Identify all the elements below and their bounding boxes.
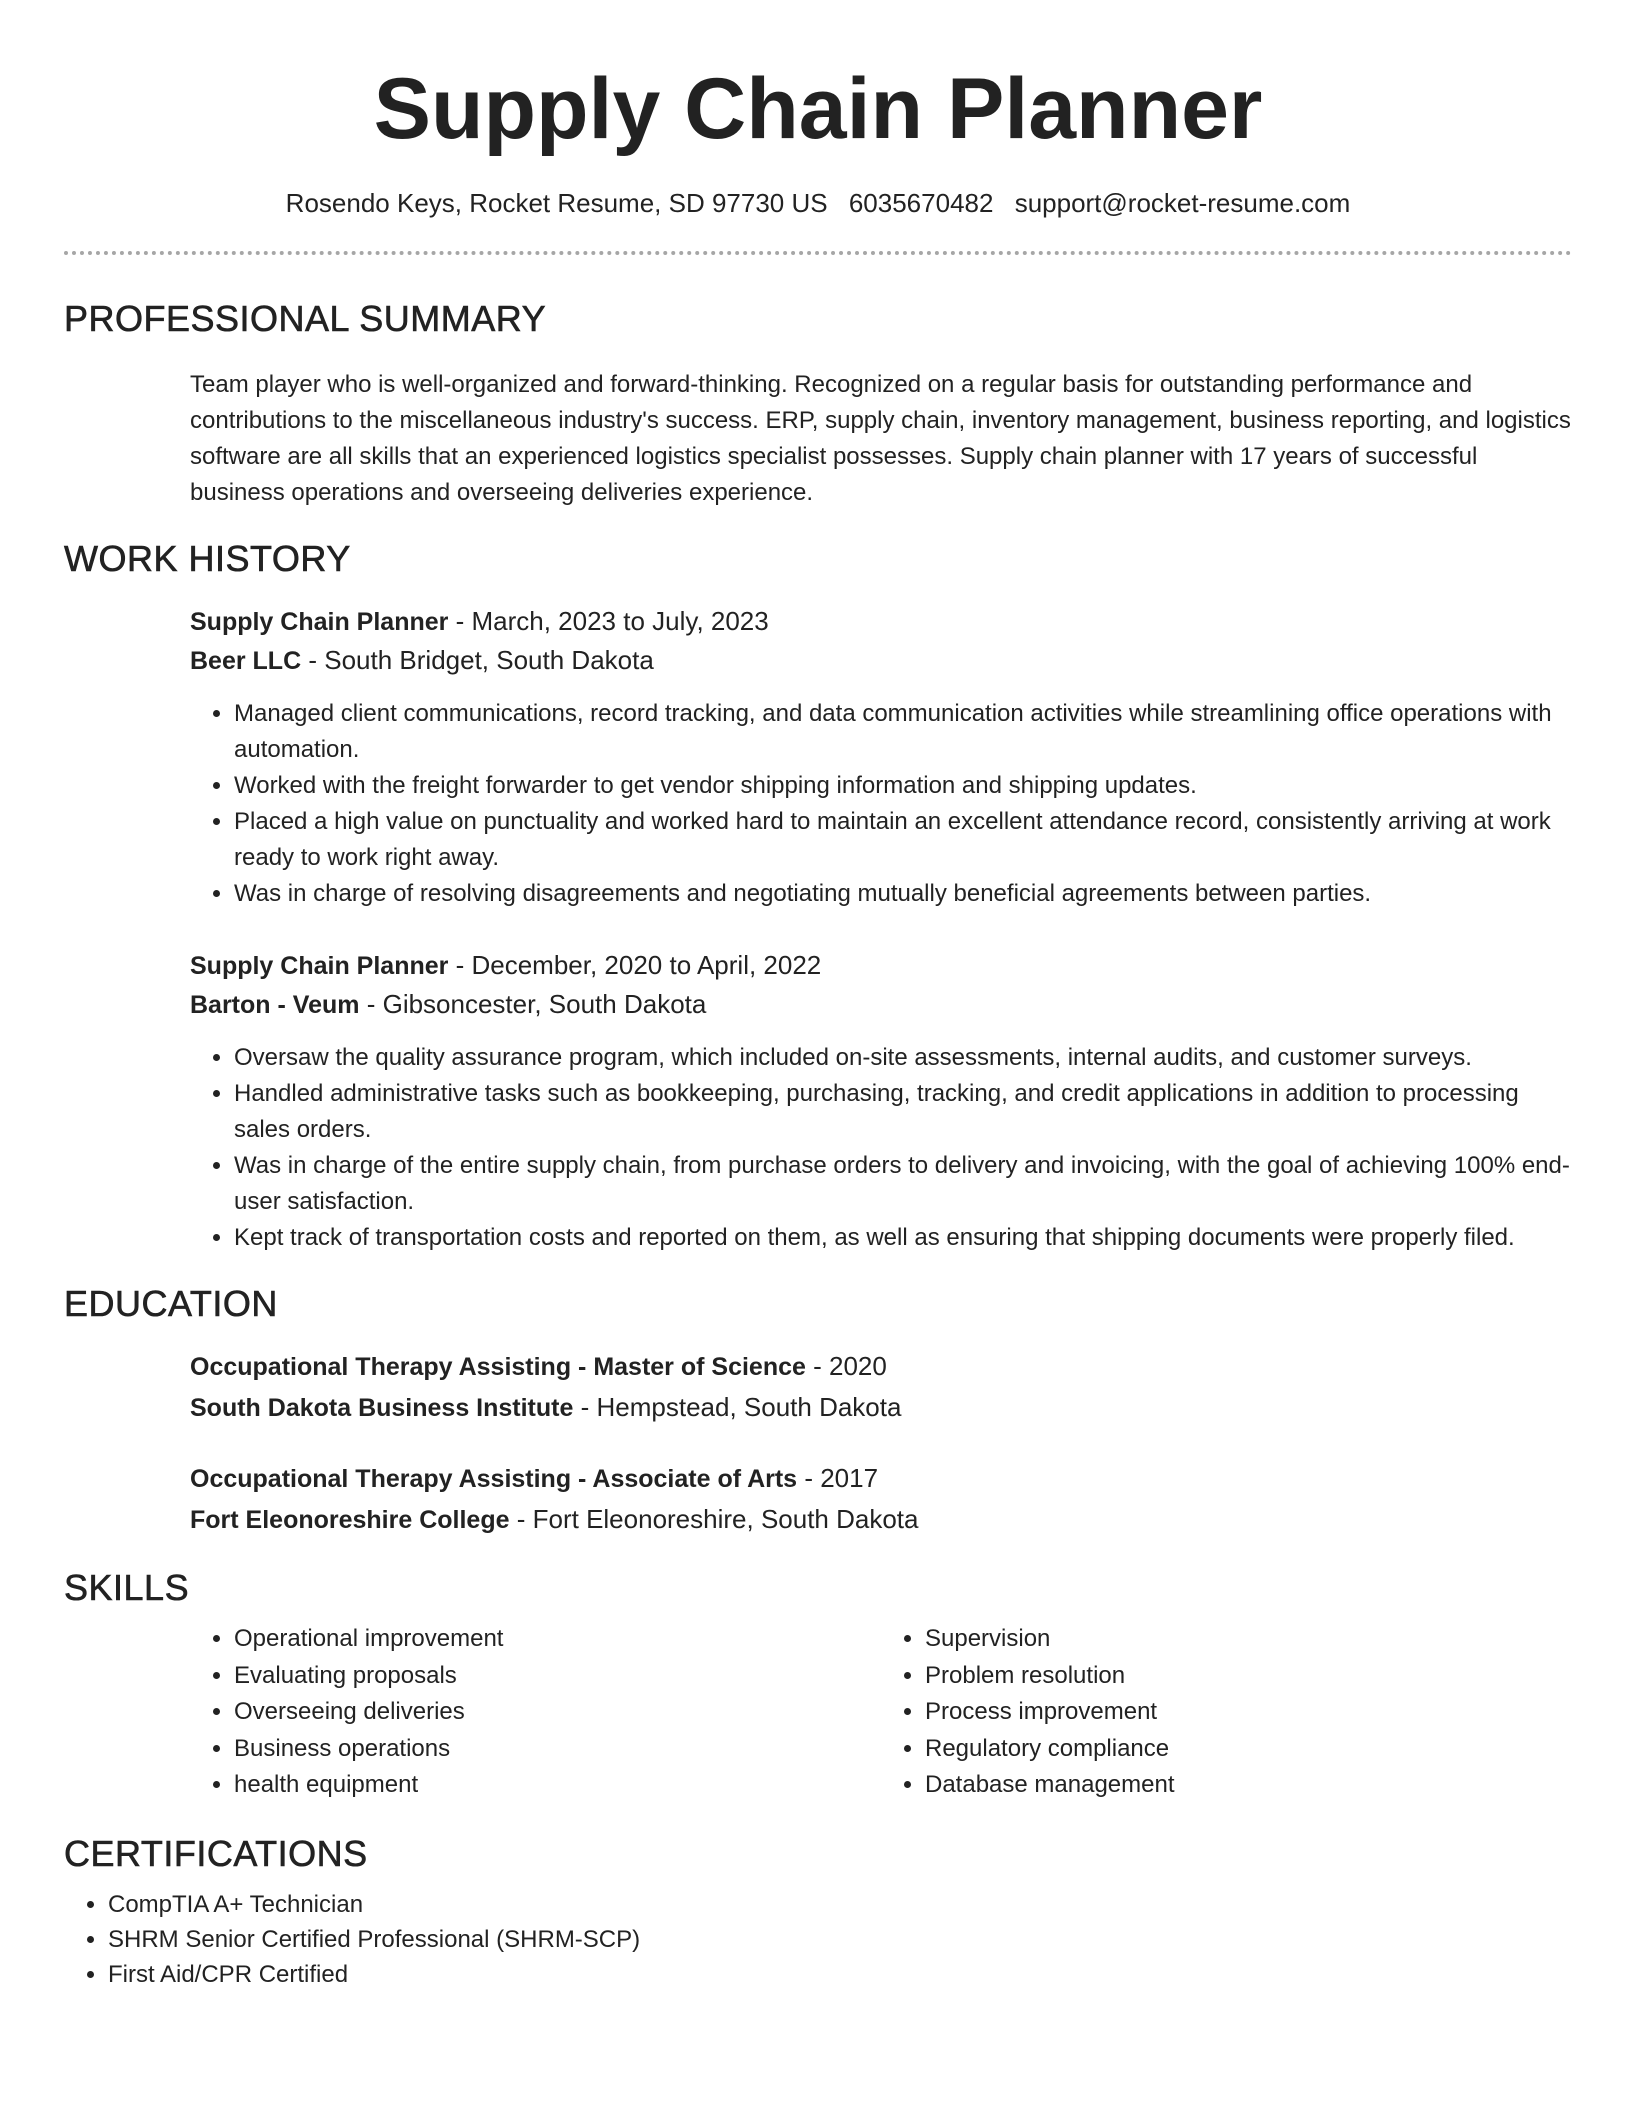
school-location: - Fort Eleonoreshire, South Dakota (509, 1503, 919, 1534)
degree-year: - 2020 (805, 1350, 887, 1381)
school-line (190, 1387, 1572, 1428)
list-item: • Overseeing deliveries (234, 1694, 881, 1731)
list-item: • Was in charge of resolving disagreements and negotiating mutually beneficial agreements between parties. (234, 876, 1572, 912)
contact-line (64, 188, 1572, 219)
summary-section (64, 299, 1572, 511)
job-entry (190, 602, 1572, 912)
certifications-list (64, 1887, 1572, 1992)
contact-address: Rosendo Keys, Rocket Resume, SD 97730 US (285, 188, 828, 218)
list-item: • Supervision (925, 1621, 1572, 1658)
job-location: - South Bridget, South Dakota (301, 645, 654, 676)
list-item: • Kept track of transportation costs and reported on them, as well as ensuring that shipping documents were properly filed. (234, 1220, 1572, 1256)
summary-text: Team player who is well-organized and forward-thinking. Recognized on a regular basis for outstanding performance and contributions to the miscellaneous industry's success. ERP, supply chain, inventory management, business reporting, and logistics software are all skills that an experienced logistics specialist possesses. Supply chain planner with 17 years of successful business operations and overseeing deliveries experience. (190, 370, 1571, 506)
summary-heading: PROFESSIONAL SUMMARY (64, 298, 547, 339)
job-title: Supply Chain Planner (190, 952, 449, 981)
education-entry (190, 1458, 1572, 1540)
list-item: • Placed a high value on punctuality and worked hard to maintain an excellent attendance record, consistently arriving at work ready to work right away. (234, 804, 1572, 876)
school-location: - Hempstead, South Dakota (573, 1391, 902, 1422)
school-line (190, 1499, 1572, 1540)
resume-page (64, 0, 1572, 1992)
job-title-line (190, 602, 1572, 641)
education-entry (190, 1346, 1572, 1428)
list-item: • Problem resolution (925, 1658, 1572, 1695)
work-heading: WORK HISTORY (64, 537, 351, 579)
job-title-line (190, 946, 1572, 985)
job-company-line (190, 985, 1572, 1024)
list-item: • Regulatory compliance (925, 1731, 1572, 1768)
list-item: • Worked with the freight forwarder to get vendor shipping information and shipping updates. (234, 768, 1572, 804)
school: South Dakota Business Institute (190, 1393, 574, 1422)
list-item: • health equipment (234, 1767, 881, 1804)
certifications-section (64, 1834, 1572, 1993)
resume-title: Supply Chain Planner (373, 61, 1263, 157)
degree: Occupational Therapy Assisting - Associate of Arts (190, 1464, 798, 1493)
job-bullets (190, 696, 1572, 912)
job-location: - Gibsoncester, South Dakota (359, 989, 707, 1020)
skills-list-left (190, 1621, 881, 1804)
list-item: • CompTIA A+ Technician (108, 1887, 1572, 1922)
job-title: Supply Chain Planner (190, 608, 449, 637)
list-item: • Oversaw the quality assurance program, which included on-site assessments, internal audits, and customer surveys. (234, 1040, 1572, 1076)
list-item: • Process improvement (925, 1694, 1572, 1731)
list-item: • First Aid/CPR Certified (108, 1957, 1572, 1992)
work-section (64, 539, 1572, 1257)
list-item: • Handled administrative tasks such as bookkeeping, purchasing, tracking, and credit applications in addition to processing sales orders. (234, 1076, 1572, 1148)
skills-section (64, 1568, 1572, 1804)
header-divider (64, 251, 1572, 255)
list-item: • Business operations (234, 1731, 881, 1768)
contact-email: support@rocket-resume.com (1014, 188, 1351, 218)
list-item: • Was in charge of the entire supply chain, from purchase orders to delivery and invoicing, with the goal of achieving 100% end-user satisfaction. (234, 1148, 1572, 1220)
list-item: • Operational improvement (234, 1621, 881, 1658)
job-dates: - December, 2020 to April, 2022 (448, 950, 822, 981)
certifications-heading: CERTIFICATIONS (64, 1832, 368, 1874)
contact-phone: 6035670482 (848, 188, 994, 218)
education-heading: EDUCATION (64, 1283, 278, 1325)
job-dates: - March, 2023 to July, 2023 (448, 606, 769, 637)
skills-list-right (881, 1621, 1572, 1804)
school: Fort Eleonoreshire College (190, 1505, 510, 1534)
list-item: • SHRM Senior Certified Professional (SHRM-SCP) (108, 1922, 1572, 1957)
degree: Occupational Therapy Assisting - Master of Science (190, 1352, 806, 1381)
job-company: Barton - Veum (190, 991, 360, 1020)
job-entry (190, 946, 1572, 1256)
job-company-line (190, 641, 1572, 680)
skills-heading: SKILLS (64, 1566, 190, 1608)
degree-line (190, 1346, 1572, 1387)
job-bullets (190, 1040, 1572, 1256)
job-company: Beer LLC (190, 647, 302, 676)
skills-columns (190, 1621, 1572, 1804)
list-item: • Evaluating proposals (234, 1658, 881, 1695)
degree-line (190, 1458, 1572, 1499)
list-item: • Database management (925, 1767, 1572, 1804)
degree-year: - 2017 (797, 1462, 879, 1493)
education-section (64, 1284, 1572, 1540)
list-item: • Managed client communications, record tracking, and data communication activities while streamlining office operations with automation. (234, 696, 1572, 768)
